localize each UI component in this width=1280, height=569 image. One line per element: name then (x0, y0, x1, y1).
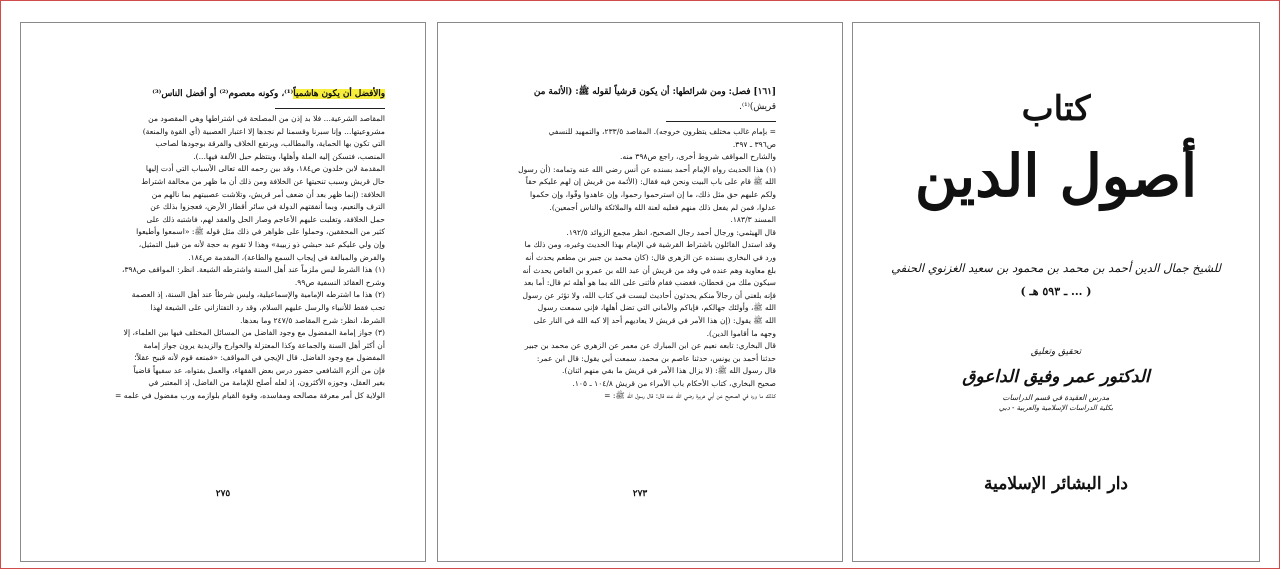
footnote-line: (١) هذا الحديث رواه الإمام أحمد بسنده عن أنس رضي الله عنه وتمامه: (أن رسول (518, 164, 776, 174)
footnote-line: بغير العقل، وجوزه الأكثرون، إذ لعله أصلح للإمامة من الفاضل، إذ المعتبر في (148, 378, 385, 388)
cover-publisher: دار البشائر الإسلامية (984, 474, 1128, 494)
text-line: المقاصد الشرعية... فلا بد إذن من المصلحة في اشتراطها وهي المقصود من (148, 114, 385, 123)
footnote-line: فإنه بلغني أن رجالاً منكم يحدثون أحاديث ليست في كتاب الله، ولا تؤثر عن رسول (522, 290, 776, 300)
footnote-line: قال رسول الله ﷺ: (لا يزال هذا الأمر في قريش ما بقي منهم اثنان). (561, 366, 776, 376)
text-line: المنصب، فتسكن إليه الملة وأهلها، وينتظم حبل الألفة فيها...). (193, 151, 385, 161)
footnote-line: الله ﷺ، وأولئك جهالكم، فإياكم والأماني التي تضل أهلها، فإني سمعت رسول (537, 303, 776, 313)
cover-content (853, 23, 1259, 561)
footnote-line: ورد في البخاري بسنده عن الزهري قال: (كان محمد بن جبير بن مطعم يحدث أنه (525, 252, 776, 262)
text-line: مشروعيتها... وإنا سبرنا وقسمنا لم نجدها إلا اعتبار العصبية (أي القوة والمنعة) (142, 126, 385, 136)
footnote-line: سيكون ملك من قحطان، فغضب فقام فأثنى على الله بما هو أهله ثم قال: أما بعد (523, 278, 776, 288)
footnote-line: فإن من ألزم الشافعي حضور درس بعض الفقهاء، والعمل بفتواه، عد سفيهاً قاضياً (133, 365, 385, 375)
footnote-line: أن أكثر أهل السنة والجماعة وكذا المعتزلة والخوارج والزيدية يرون جواز إمامة (143, 340, 385, 350)
text-line: وإن ولي عليكم عبد حبشي ذو زبيبة» وهذا لا تقوم به حجة لأنه من قبيل التمثيل، (138, 239, 385, 249)
footnote-line: قال البخاري: تابعه نعيم عن ابن المبارك عن معمر عن الزهري عن محمد بن جبير (524, 341, 776, 351)
page-heading (95, 87, 385, 102)
footnote-line: المفضول مع وجود الفاضل. قال الإيجي في المواقف: «فمنعه قوم لأنه قبيح عقلاً؛ (134, 353, 385, 363)
footnote-line: (١) هذا الشرط ليس ملزماً عند أهل السنة واشترطه الشيعة. انظر: المواقف ص٣٩٨، (122, 265, 385, 275)
heading-continuation: ⁽¹⁾، وكونه معصوم⁽²⁾ أو أفضل الناس⁽³⁾ (152, 89, 294, 99)
footnote-line: الله ﷺ يقول: (إن هذا الأمر في قريش لا يعاديهم أحد إلا كبه الله في النار على (533, 315, 776, 325)
footnote-line: الولاية كل أمر معرفة مصالحه ومفاسده، وقوة القيام بلوازمه ورب مفضول في علمه = (114, 391, 385, 401)
footnote-line: الله ﷺ قام على باب البيت ونحن فيه فقال: (الأئمة من قريش إن لهم عليكم حقاً (525, 177, 776, 187)
footnote-line: المسند ١٨٣/٣. (730, 215, 776, 225)
footnote-line: وقد استدل القائلون باشتراط القرشية في الإمام بهذا الحديث وغيره، ومن ذلك ما (524, 240, 776, 250)
book-cover-page (852, 22, 1260, 562)
footnote-separator (275, 108, 385, 109)
text-line: الترف والنعيم، وبما أنفقتهم الدولة في سائر أقطار الأرض، فعجزوا بذلك عن (150, 202, 385, 212)
text-line: حال قريش وسبب تنحيتها عن الخلافة ومن ذلك أن ما ظهر من مخالفة اشتراط (141, 176, 385, 186)
footnote-line: = بإمام غالب مختلف يتظرون خروجه). المقاصد ٢٣٣/٥، والتمهيد للنسفي (548, 127, 776, 136)
cover-affiliation-1: مدرس العقيدة في قسم الدراسات (1002, 393, 1110, 402)
footnote-line: عدلوا، فمن لم يفعل ذلك منهم فعليه لعنة الله والملائكة والناس أجمعين). (549, 202, 776, 212)
page-number: ٢٧٣ (632, 489, 648, 499)
footnote-line: والشارح المواقف شروط أخرى، راجع ص٣٩٨ منه. (620, 152, 776, 162)
footnote-line: ولكم عليهم حق مثل ذلك، ما إن استرحموا رحموا، وإن عاهدوا وفّوا، وإن حكموا (530, 189, 776, 199)
footnote-line: صحيح البخاري، كتاب الأحكام باب الأمراء من قريش ١٠٤/٨ ـ ١٠٥. (572, 378, 776, 388)
text-line: والفرض والمبالغة في إيجاب السمع والطاعة)، المقدمة ص١٨٤. (188, 252, 385, 262)
cover-title-word-1: كتاب (1021, 89, 1091, 129)
highlighted-heading-text[interactable]: والأفضل أن يكون هاشمياً (293, 89, 385, 99)
cover-dates: ( ... ـ ٥٩٣ هـ ) (1020, 285, 1092, 298)
page-text-block (518, 85, 776, 403)
footnote-line: تجب فقط للأنبياء والرسل عليهم السلام، وقد رد التفتازاني على الشيعة لهذا (150, 302, 385, 312)
section-heading: [١٦١] فصل: ومن شرائطها: أن يكون قرشياً لقوله ﷺ: (الأئمة من (533, 87, 776, 97)
book-page-middle (437, 22, 843, 562)
footnote-line: الشرط، انظر: شرح المقاصد ٢٤٧/٥ وما بعدها. (240, 315, 385, 325)
section-heading-cont: قريش)⁽¹⁾. (739, 102, 776, 112)
cover-author: للشيخ جمال الدين أحمد بن محمد بن محمود بن سعيد الغزنوي الحنفي (891, 261, 1221, 275)
footnote-line: وجهه ما أقاموا الدين). (706, 328, 776, 338)
footnote-line: كذلك ما ورد في الصحيح عن أبي هريرة رضي الله عنه قال: قال رسول الله ﷺ: = (604, 391, 776, 401)
footnote-line: حدثنا أحمد بن يونس، حدثنا عاصم بن محمد، سمعت أبي يقول: قال ابن عمر: (536, 353, 776, 363)
cover-tahqiq-label: تحقيق وتعليق (1030, 347, 1082, 357)
page-number: ٢٧٥ (215, 489, 231, 499)
text-line: كثير من المحققين، وحملوا على ظواهر في ذلك مثل قوله ﷺ: «اسمعوا وأطيعوا (136, 227, 385, 237)
text-line: المقدمة لابن خلدون ص١٨٤، وقد بين رحمه الله تعالى الأسباب التي أدت إليها (145, 164, 385, 174)
text-line: الخلافة: (إنما ظهر بعد أن ضعف أمر قريش، وتلاشت عصبيتهم بما نالهم من (151, 189, 385, 199)
cover-affiliation-2: بكلية الدراسات الإسلامية والعربية - دبي (998, 404, 1114, 412)
footnote-line: بلغ معاوية وهم عنده في وفد من قريش أن عبد الله بن عمرو بن العاص يحدث أنه (522, 265, 776, 275)
text-line: حمل الخلافة، وتغلبت عليهم الأعاجم وصار الحل والعقد لهم، فاشتبه ذلك على (146, 214, 385, 224)
footnote-line: وشرح العقائد النسفية ص٩٩. (294, 277, 385, 287)
footnote-separator (666, 121, 776, 122)
footnote-line: (٢) هذا ما اشترطه الإمامية والإسماعيلية، وليس شرطاً عند أهل السنة، إذ العصمة (131, 290, 385, 300)
footnote-line: (٣) جواز إمامة المفضول مع وجود الفاضل من المسائل المختلف فيها بين العلماء، إلا (123, 328, 385, 338)
cover-editor: الدكتور عمر وفيق الداعوق (962, 367, 1150, 387)
cover-title: أصول الدين (914, 142, 1198, 210)
footnote-line: قال الهيثمي: ورجال أحمد رجال الصحيح، انظر مجمع الزوائد ١٩٢/٥. (566, 227, 776, 237)
book-page-left (20, 22, 426, 562)
text-line: التي تكون بها الحماية، والمطالب، ويرتفع الخلاف والفرقة بوجودها لصاحب (155, 139, 385, 149)
footnote-line: ص٣٩٦ ـ ٣٩٧. (732, 139, 776, 149)
page-text-block (95, 87, 385, 403)
